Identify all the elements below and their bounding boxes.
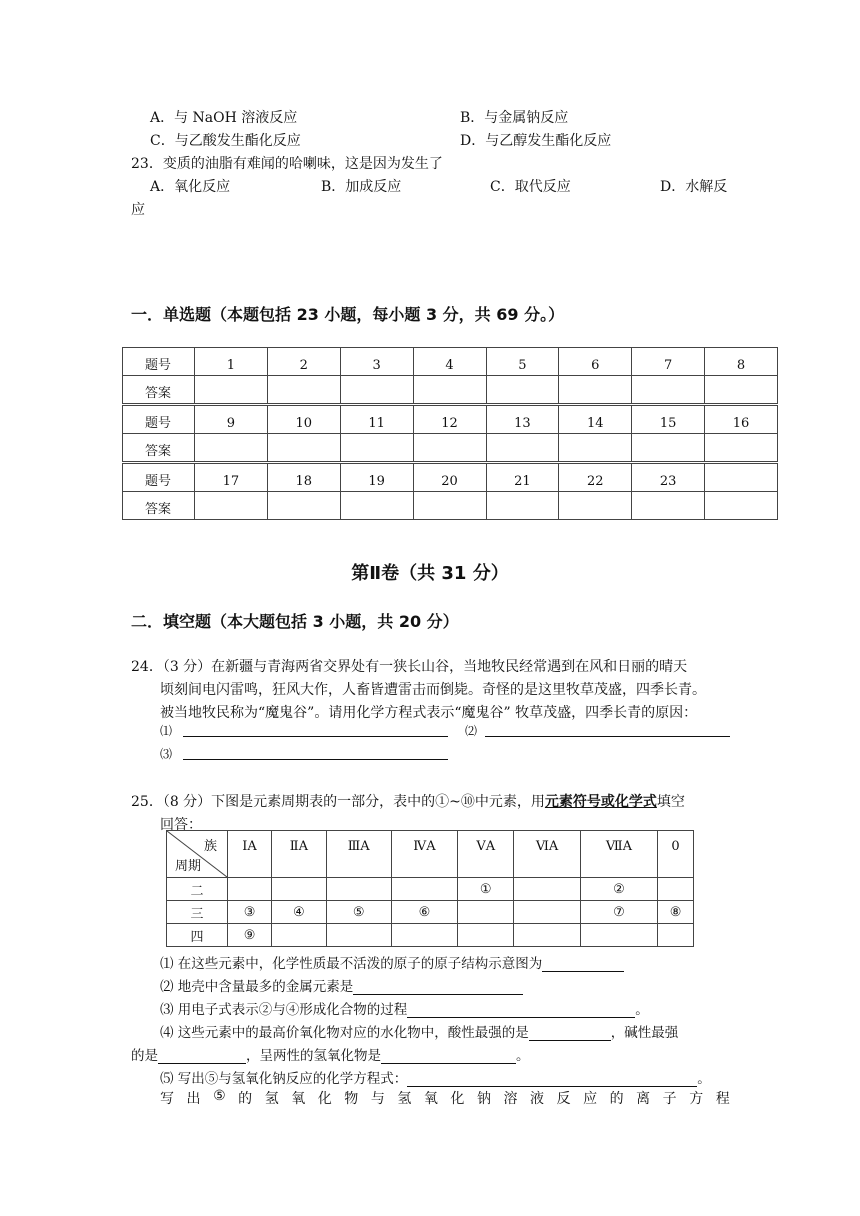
group-header: ⅥA [514, 831, 581, 878]
answer-cell[interactable] [559, 492, 632, 520]
question-number: 3 [340, 348, 413, 376]
q24-line-2: 顷刻间电闪雷鸣，狂风大作，人畜皆遭雷击而倒毙。奇怪的是这里牧草茂盛，四季长青。 [160, 682, 706, 698]
question-number: 5 [486, 348, 559, 376]
section2-title: 二．填空题（本大题包括 3 小题，共 20 分） [131, 612, 459, 631]
q25-sub-6-char: 应 [583, 1091, 598, 1107]
q25-sub-1 [160, 952, 624, 972]
group-header: ⅣA [391, 831, 457, 878]
q22-option-a: A．与 NaOH 溶液反应 [150, 110, 298, 126]
question-number: 21 [486, 463, 559, 492]
answer-cell[interactable] [267, 492, 340, 520]
group-header: 0 [658, 831, 694, 878]
element-cell [391, 924, 457, 947]
q25-sub-6-char: 氢 [264, 1091, 279, 1107]
q25-sub-6-char: 程 [715, 1091, 730, 1107]
element-cell: ⑤ [326, 901, 391, 924]
q25-sub-6 [160, 1088, 730, 1108]
element-cell: ③ [228, 901, 272, 924]
question-number: 18 [267, 463, 340, 492]
element-cell: ④ [272, 901, 327, 924]
answer-table-row [123, 376, 778, 405]
period-row [167, 924, 694, 947]
question-number: 20 [413, 463, 486, 492]
answer-cell[interactable] [486, 376, 559, 405]
element-cell [514, 878, 581, 901]
q25-sub-6-char: 与 [370, 1091, 385, 1107]
answer-cell[interactable] [340, 376, 413, 405]
q25-sub-4 [160, 1021, 678, 1041]
element-cell [326, 878, 391, 901]
q25-sub-5-text: ⑸ 写出⑤与氢氧化钠反应的化学方程式： [160, 1071, 408, 1087]
q24-line-3: 被当地牧民称为“魔鬼谷”。请用化学方程式表示“魔鬼谷” 牧草茂盛，四季长青的原因： [160, 705, 698, 721]
q23-option-b: B．加成反应 [321, 179, 402, 195]
row-label-answer: 答案 [123, 434, 195, 463]
q25-sub-6-char: 写 [160, 1091, 174, 1107]
period-label: 二 [167, 878, 228, 901]
question-number: 1 [195, 348, 268, 376]
q24-blank-2[interactable] [485, 722, 730, 737]
period-label: 三 [167, 901, 228, 924]
q25-sub-3-blank[interactable] [407, 1003, 635, 1018]
answer-table-row [123, 434, 778, 463]
q25-sub-6-char: ⑤ [213, 1088, 226, 1104]
question-number: 13 [486, 405, 559, 434]
periodic-header-row [167, 831, 694, 878]
question-number: 19 [340, 463, 413, 492]
q24-blank-1[interactable] [183, 722, 448, 737]
answer-cell[interactable] [267, 434, 340, 463]
answer-cell[interactable] [705, 492, 778, 520]
question-number: 16 [705, 405, 778, 434]
answer-cell[interactable] [267, 376, 340, 405]
q25-sub-4-blank-amphoteric[interactable] [381, 1049, 516, 1064]
q23-option-d: D．水解反 [660, 179, 728, 195]
corner-cell [167, 831, 228, 878]
q25-sub-4b-end: 。 [516, 1048, 530, 1064]
question-number: 9 [195, 405, 268, 434]
group-header: ⅠA [228, 831, 272, 878]
question-number: 6 [559, 348, 632, 376]
period-row [167, 878, 694, 901]
row-label-number: 题号 [123, 405, 195, 434]
row-label-number: 题号 [123, 463, 195, 492]
q24-blank-3-label: ⑶ [160, 747, 173, 761]
q25-sub-2 [160, 975, 523, 995]
question-number: 17 [195, 463, 268, 492]
element-cell: ⑧ [658, 901, 694, 924]
q25-sub-6-char: 钠 [476, 1091, 491, 1107]
q25-sub-6-char: 的 [609, 1091, 624, 1107]
element-cell [458, 901, 514, 924]
element-cell [458, 924, 514, 947]
element-cell: ① [458, 878, 514, 901]
q25-sub-6-char: 液 [530, 1091, 544, 1107]
q23-option-a: A．氧化反应 [150, 179, 231, 195]
corner-period-label: 周期 [175, 859, 202, 874]
question-number: 4 [413, 348, 486, 376]
answer-table-row [123, 463, 778, 492]
question-number: 7 [632, 348, 705, 376]
group-header: ⅡA [272, 831, 327, 878]
row-label-answer: 答案 [123, 376, 195, 405]
answer-cell[interactable] [413, 492, 486, 520]
q24-blank-3[interactable] [183, 745, 448, 760]
element-cell [326, 924, 391, 947]
element-cell [391, 878, 457, 901]
q25-sub-1-text: ⑴ 在这些元素中，化学性质最不活泼的原子的原子结构示意图为 [160, 956, 543, 972]
q23-stem: 23．变质的油脂有难闻的哈喇味，这是因为发生了 [131, 156, 443, 172]
question-number: 22 [559, 463, 632, 492]
q25-sub-2-text: ⑵ 地壳中含量最多的金属元素是 [160, 979, 354, 995]
question-number [705, 463, 778, 492]
q25-sub-3-text: ⑶ 用电子式表示②与④形成化合物的过程 [160, 1002, 408, 1018]
answer-cell[interactable] [705, 376, 778, 405]
q24-blank-2-label: ⑵ [465, 724, 478, 738]
element-cell [514, 901, 581, 924]
element-cell [658, 924, 694, 947]
q25-sub-6-char: 化 [317, 1091, 332, 1107]
q25-sub-1-blank[interactable] [542, 957, 624, 972]
answer-table-row [123, 492, 778, 520]
answer-cell[interactable] [486, 434, 559, 463]
q25-sub-6-char: 氢 [397, 1091, 412, 1107]
answer-cell[interactable] [632, 376, 705, 405]
question-number: 2 [267, 348, 340, 376]
answer-cell[interactable] [195, 492, 268, 520]
element-cell: ⑥ [391, 901, 457, 924]
answer-cell[interactable] [340, 434, 413, 463]
q25-emphasis: 元素符号或化学式 [544, 794, 657, 810]
element-cell: ⑨ [228, 924, 272, 947]
q25-sub-4b-text: 的是 [131, 1048, 158, 1064]
period-row [167, 901, 694, 924]
answer-cell[interactable] [195, 434, 268, 463]
period-label: 四 [167, 924, 228, 947]
question-number: 8 [705, 348, 778, 376]
group-header: ⅤA [458, 831, 514, 878]
q25-sub-2-blank[interactable] [353, 980, 523, 995]
periodic-table [166, 830, 694, 947]
q25-sub-6-char: 的 [238, 1091, 253, 1107]
corner-group-label: 族 [203, 839, 217, 854]
question-number: 23 [632, 463, 705, 492]
q25-sub-4-blank-acid[interactable] [529, 1026, 611, 1041]
q25-sub-6-char: 氧 [291, 1091, 306, 1107]
answer-cell[interactable] [486, 492, 559, 520]
q25-sub-6-char: 子 [662, 1091, 677, 1107]
row-label-answer: 答案 [123, 492, 195, 520]
group-header: ⅦA [580, 831, 657, 878]
element-cell [580, 924, 657, 947]
answer-cell[interactable] [559, 376, 632, 405]
element-cell [272, 924, 327, 947]
q25-sub-4-blank-base[interactable] [158, 1049, 246, 1064]
element-cell [514, 924, 581, 947]
question-number: 12 [413, 405, 486, 434]
q25-sub-6-char: 离 [636, 1091, 651, 1107]
question-number: 14 [559, 405, 632, 434]
q22-option-d: D．与乙醇发生酯化反应 [460, 133, 612, 149]
q25-sub-6-char: 方 [689, 1091, 704, 1107]
q24-blank-1-label: ⑴ [160, 724, 173, 738]
q25-sub-6-char: 反 [556, 1091, 571, 1107]
part2-title: 第Ⅱ卷（共 31 分） [351, 563, 509, 584]
q25-sub-5 [160, 1067, 711, 1087]
element-cell [228, 878, 272, 901]
answer-cell[interactable] [195, 376, 268, 405]
q25-sub-3-end: 。 [635, 1002, 649, 1018]
answer-cell[interactable] [705, 434, 778, 463]
answer-table-row [123, 348, 778, 376]
q23-option-d-continued: 应 [131, 202, 145, 218]
element-cell [272, 878, 327, 901]
q25-line-1-suffix: 填空 [656, 794, 685, 810]
q24-line-1: 24．（3 分）在新疆与青海两省交界处有一狭长山谷，当地牧民经常遇到在风和日丽的晴天 [131, 659, 688, 675]
q25-sub-6-char: 化 [450, 1091, 465, 1107]
q25-sub-6-char: 物 [344, 1091, 359, 1107]
q25-sub-3 [160, 998, 649, 1018]
q23-option-c: C．取代反应 [490, 179, 571, 195]
q25-sub-4b-mid: ，呈两性的氢氧化物是 [246, 1048, 381, 1064]
q25-line-1 [131, 791, 685, 811]
answer-cell[interactable] [413, 434, 486, 463]
question-number: 11 [340, 405, 413, 434]
q25-line-2: 回答： [160, 817, 202, 833]
answer-cell[interactable] [559, 434, 632, 463]
section1-title: 一．单选题（本题包括 23 小题，每小题 3 分，共 69 分。） [131, 305, 565, 324]
question-number: 10 [267, 405, 340, 434]
q25-sub-5-end: 。 [697, 1071, 711, 1087]
q25-sub-6-char: 出 [186, 1091, 201, 1107]
answer-table [122, 347, 778, 520]
q25-sub-6-char: 溶 [503, 1091, 518, 1107]
answer-cell[interactable] [632, 434, 705, 463]
q25-sub-4-text: ⑷ 这些元素中的最高价氧化物对应的水化物中，酸性最强的是 [160, 1025, 529, 1041]
element-cell [658, 878, 694, 901]
q25-sub-5-blank[interactable] [407, 1072, 697, 1087]
q25-sub-4-mid: ，碱性最强 [610, 1025, 679, 1041]
answer-cell[interactable] [413, 376, 486, 405]
group-header: ⅢA [326, 831, 391, 878]
answer-cell[interactable] [340, 492, 413, 520]
q25-line-1-prefix: 25．（8 分）下图是元素周期表的一部分，表中的①~⑩中元素，用 [131, 794, 545, 810]
q22-option-b: B．与金属钠反应 [460, 110, 569, 126]
question-number: 15 [632, 405, 705, 434]
q25-sub-6-char: 氧 [423, 1091, 438, 1107]
answer-table-row [123, 405, 778, 434]
q22-option-c: C．与乙酸发生酯化反应 [150, 133, 301, 149]
element-cell: ⑦ [580, 901, 657, 924]
q25-sub-4-continued [131, 1044, 530, 1064]
row-label-number: 题号 [123, 348, 195, 376]
element-cell: ② [580, 878, 657, 901]
answer-cell[interactable] [632, 492, 705, 520]
